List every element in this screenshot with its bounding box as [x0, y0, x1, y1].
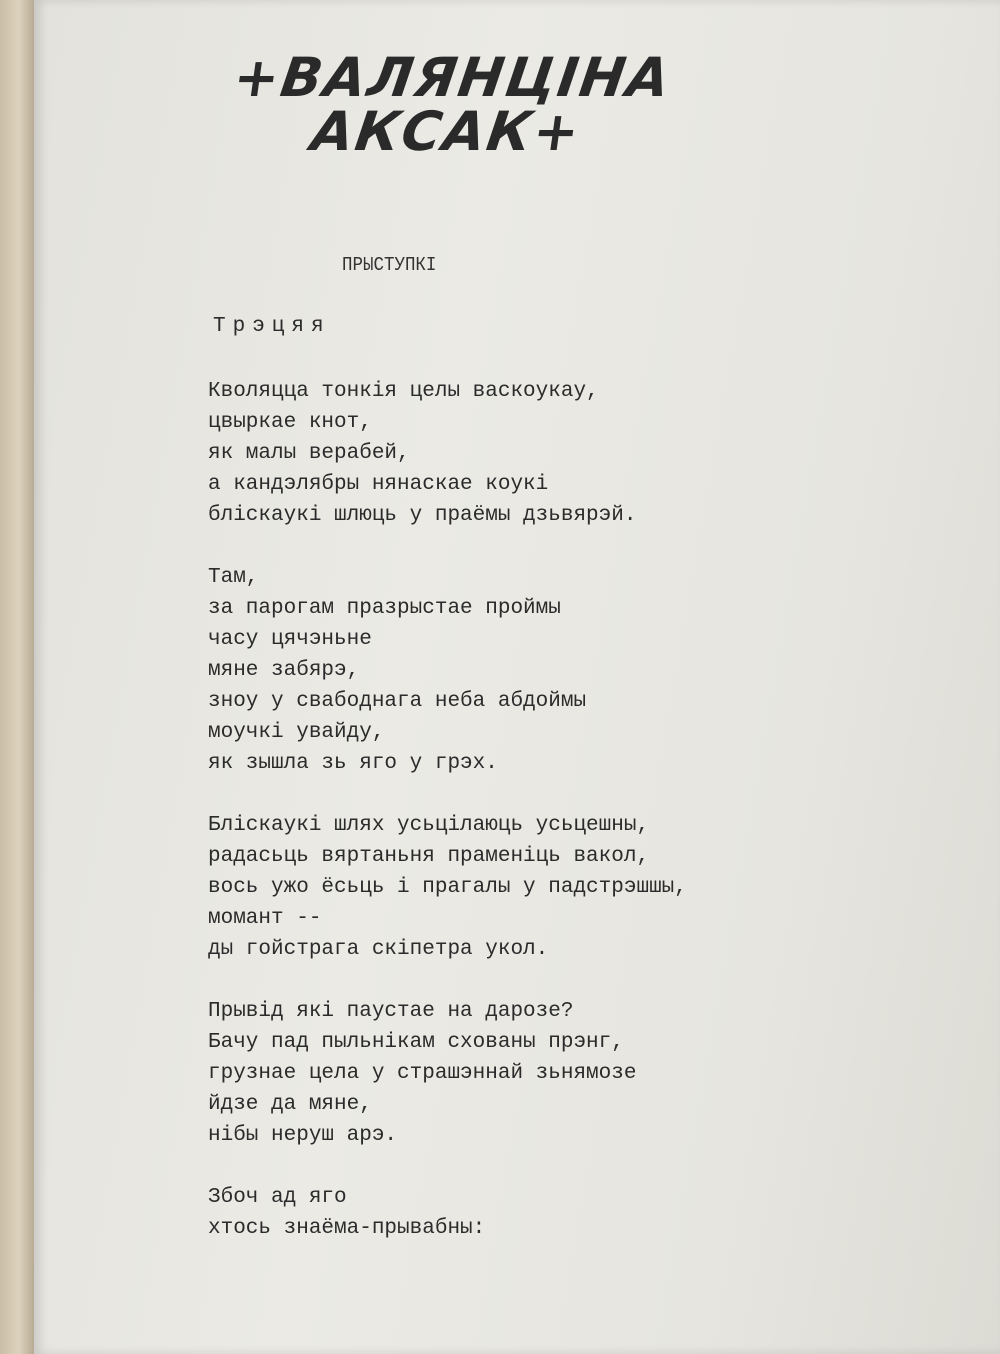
stanza	[208, 376, 968, 531]
poem-line: Збоч ад яго	[208, 1186, 347, 1209]
poem-line: Прывід які паустае на дарозе?	[208, 1000, 574, 1023]
poem-line: Бліскаукі шлях усьцілаюць усьцешны,	[208, 814, 650, 837]
poem-body	[208, 376, 968, 1275]
author-name-line-2: АКСАК+	[307, 100, 586, 163]
poem-line: а кандэлябры нянаскае коукі	[208, 473, 549, 496]
poem-line: мяне забярэ,	[208, 659, 360, 682]
poem-line: хтось знаёма-прывабны:	[208, 1217, 486, 1240]
stanza	[208, 810, 968, 965]
poem-line: ды гойстрага скіпетра укол.	[208, 938, 549, 961]
poem-line: моучкі увайду,	[208, 721, 385, 744]
poem-line: зноу у свабоднага неба абдоймы	[208, 690, 587, 713]
poem-line: Бачу пад пыльнікам схованы прэнг,	[208, 1031, 624, 1054]
poem-line: за парогам празрыстае проймы	[208, 597, 561, 620]
poem-line: радасьць вяртаньня праменіць вакол,	[208, 845, 650, 868]
poem-line: йдзе да мяне,	[208, 1093, 372, 1116]
poem-line: Там,	[208, 566, 259, 589]
poem-line: цвыркае кнот,	[208, 411, 372, 434]
book-binding-edge	[0, 0, 34, 1354]
poem-line: бліскаукі шлюць у праёмы дзьвярэй.	[208, 504, 637, 527]
stanza	[208, 996, 968, 1151]
poem-line: Кволяцца тонкія целы васкоукау,	[208, 380, 599, 403]
poem-line: грузнае цела у страшэннай зьнямозе	[208, 1062, 637, 1085]
poem-line: момант --	[208, 907, 322, 930]
poem-title: Трэцяя	[213, 315, 331, 338]
poem-line: як зышла зь яго у грэх.	[208, 752, 498, 775]
stanza	[208, 1182, 968, 1244]
poem-line: нібы неруш арэ.	[208, 1124, 398, 1147]
poem-line: часу цячэньне	[208, 628, 372, 651]
cycle-title: ПРЫСТУПКІ	[342, 254, 437, 276]
poem-line: як малы верабей,	[208, 442, 410, 465]
poem-line: вось ужо ёсьць і прагалы у падстрэшшы,	[208, 876, 687, 899]
author-name-line-1: +ВАЛЯНЦІНА	[229, 46, 676, 109]
stanza	[208, 562, 968, 779]
